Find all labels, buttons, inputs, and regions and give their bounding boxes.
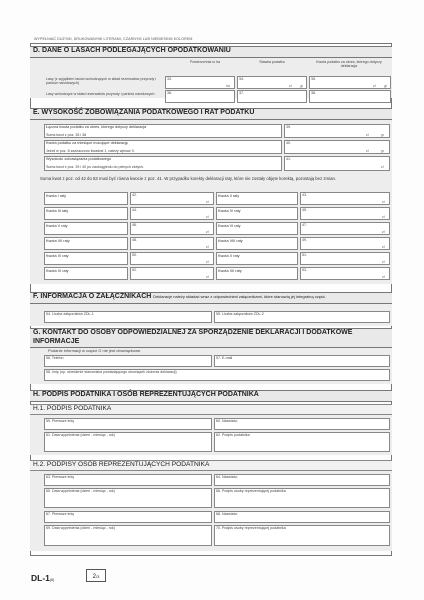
installment-amount-field[interactable] bbox=[130, 267, 214, 280]
unit-gr: gr bbox=[384, 84, 388, 88]
installment-label: Kwota XII raty bbox=[218, 269, 242, 273]
installment-amount-field[interactable] bbox=[130, 192, 214, 205]
installment-amount-field[interactable] bbox=[300, 252, 390, 265]
section-g-desc: Podanie informacji w części G nie jest obowiązkowe. bbox=[48, 348, 142, 353]
unit-gr: gr bbox=[381, 133, 385, 137]
installment-amount-field[interactable] bbox=[130, 252, 214, 265]
field-67-label: 67. Pierwsze imię bbox=[46, 512, 75, 516]
field-59-label: 59. Pierwsze imię bbox=[46, 419, 75, 423]
unit-zl: zł bbox=[381, 165, 384, 169]
field-68-label: 68. Nazwisko bbox=[216, 512, 238, 516]
installment-field-num: 42. bbox=[132, 193, 137, 197]
page-current: 2 bbox=[92, 574, 96, 580]
field-57-email[interactable] bbox=[214, 355, 390, 367]
unit-zl: zł bbox=[382, 215, 385, 219]
installment-label: Kwota III raty bbox=[46, 209, 69, 213]
form-header-note: WYPEŁNIAĆ DUŻYMI, DRUKOWANYMI LITERAMI, CZARNYM LUB NIEBIESKIM KOLOREM bbox=[34, 37, 193, 41]
field-39[interactable] bbox=[284, 124, 390, 138]
field-38[interactable] bbox=[309, 90, 391, 103]
field-62-label: 62. Podpis podatnika bbox=[216, 433, 250, 437]
reserve-row-label: Lasy wchodzące w skład rezerwatów przyrody i parków narodowych bbox=[46, 92, 155, 96]
forest-row-label: Lasy (z wyjątkiem lasów wchodzących w skład rezerwatów przyrody i parków narodowych) bbox=[46, 77, 157, 86]
installment-amount-field[interactable] bbox=[300, 267, 390, 280]
field-66-label: 66. Podpis osoby reprezentującej podatnika bbox=[216, 489, 286, 493]
installment-amount-field[interactable] bbox=[300, 192, 390, 205]
field-36-num: 36. bbox=[167, 91, 172, 95]
form-code bbox=[31, 573, 54, 583]
section-e-title: E. WYSOKOŚĆ ZOBOWIĄZANIA PODATKOWEGO I RAT PODATKU bbox=[30, 108, 392, 120]
field-37[interactable] bbox=[237, 90, 307, 103]
unit-ha: ha bbox=[226, 84, 230, 88]
field-60-surname[interactable] bbox=[214, 418, 390, 430]
field-58-label: 58. Imię (np. określenie stanowiska powiadającego obowiązek złożenia deklaracji) bbox=[46, 370, 177, 374]
col-rate-header: Stawka podatku bbox=[259, 60, 285, 64]
field-55-label: 55. Liczba załączników ZDL-2 bbox=[216, 312, 264, 316]
e-row-41-label: Wysokość zobowiązania podatkowego bbox=[46, 157, 111, 161]
unit-zl: zł bbox=[206, 200, 209, 204]
unit-zl: zł bbox=[382, 260, 385, 264]
e-row-39-label: Łączna kwota podatku za okres, którego dotyczy deklaracja bbox=[46, 125, 147, 129]
field-39-num: 39. bbox=[286, 125, 291, 129]
unit-zl: zł bbox=[206, 230, 209, 234]
installment-amount-field[interactable] bbox=[130, 237, 214, 250]
page-number bbox=[86, 569, 106, 582]
field-60-label: 60. Nazwisko bbox=[216, 419, 238, 423]
field-40[interactable] bbox=[284, 140, 390, 154]
section-f-desc: Deklaracje należy składać wraz z odpowiednimi załącznikami, które stanowią jej integralną część. bbox=[153, 294, 327, 299]
installment-field-num: 53. bbox=[302, 268, 307, 272]
field-33-num: 33. bbox=[167, 77, 172, 81]
field-68-surname[interactable] bbox=[214, 511, 390, 523]
e-row-40-label: Kwota podatku za miesiące mocojące deklarację bbox=[46, 141, 128, 145]
section-f-title bbox=[30, 292, 392, 304]
installment-amount-field[interactable] bbox=[300, 237, 390, 250]
field-35[interactable] bbox=[309, 76, 391, 89]
field-70-label: 70. Podpis osoby reprezentującej podatnika bbox=[216, 526, 286, 530]
installment-label: Kwota I raty bbox=[46, 194, 67, 198]
unit-zl: zł bbox=[382, 230, 385, 234]
unit-zl: zł bbox=[206, 215, 209, 219]
installment-field-num: 46. bbox=[132, 223, 137, 227]
installment-amount-field[interactable] bbox=[300, 207, 390, 220]
installment-field-num: 48. bbox=[132, 238, 137, 242]
field-61-label: 61. Data wypełnienia (dzień - miesiąc - rok) bbox=[46, 433, 115, 437]
installment-label: Kwota XI raty bbox=[46, 269, 69, 273]
section-g-title: G. KONTAKT DO OSOBY ODPOWIEDZIALNEJ ZA SPORZĄDZENIE DEKLARACJI I DODATKOWE INFORMACJE bbox=[30, 328, 392, 348]
field-38-num: 38. bbox=[311, 91, 316, 95]
installment-field-num: 50. bbox=[132, 253, 137, 257]
e-row-39-hint: Suma kwot z poz. 35 i 38 bbox=[46, 133, 87, 137]
field-33[interactable] bbox=[165, 76, 235, 89]
form-version: (6) bbox=[49, 578, 55, 582]
field-41-num: 41. bbox=[286, 157, 291, 161]
field-69-label: 69. Data wypełnienia (dzień - miesiąc - rok) bbox=[46, 526, 115, 530]
installment-amount-field[interactable] bbox=[130, 207, 214, 220]
col-tax-header: Kwota podatku za okres, którego dotyczy deklaracja bbox=[316, 60, 382, 69]
field-63-label: 63. Pierwsze imię bbox=[46, 475, 75, 479]
installment-field-num: 45. bbox=[302, 208, 307, 212]
unit-zl: zł bbox=[206, 260, 209, 264]
field-37-num: 37. bbox=[239, 91, 244, 95]
installment-field-num: 51. bbox=[302, 253, 307, 257]
page-total: /3 bbox=[96, 574, 100, 579]
unit-zl: zł bbox=[373, 84, 376, 88]
installment-label: Kwota X raty bbox=[218, 254, 240, 258]
installment-label: Kwota IX raty bbox=[46, 254, 69, 258]
installment-field-num: 44. bbox=[132, 208, 137, 212]
unit-gr: gr bbox=[300, 84, 304, 88]
field-57-label: 57. E-mail bbox=[216, 356, 233, 360]
unit-zl: zł bbox=[206, 245, 209, 249]
field-35-num: 35. bbox=[311, 77, 316, 81]
unit-zl: zł bbox=[289, 84, 292, 88]
field-64-surname[interactable] bbox=[214, 474, 390, 486]
field-56-phone[interactable] bbox=[44, 355, 212, 367]
field-34-num: 34. bbox=[239, 77, 244, 81]
installment-label: Kwota VIII raty bbox=[218, 239, 243, 243]
installment-field-num: 47. bbox=[302, 223, 307, 227]
e-row-41-hint: Suma kwot z poz. 39 i 40 po zaokrągleniu do pełnych złotych. bbox=[46, 165, 145, 169]
section-h-title: H. PODPIS PODATNIKA I OSÓB REPREZENTUJĄCYCH PODATNIKA bbox=[30, 390, 392, 402]
field-41[interactable] bbox=[284, 156, 390, 171]
field-64-label: 64. Nazwisko bbox=[216, 475, 238, 479]
installment-label: Kwota V raty bbox=[46, 224, 68, 228]
field-65-label: 65. Data wypełnienia (dzień - miesiąc - rok) bbox=[46, 489, 115, 493]
unit-zl: zł bbox=[382, 245, 385, 249]
unit-zl: zł bbox=[366, 133, 369, 137]
field-54-label: 54. Liczba załączników ZDL-1 bbox=[46, 312, 94, 316]
installment-field-num: 49. bbox=[302, 238, 307, 242]
installment-label: Kwota VII raty bbox=[46, 239, 70, 243]
e-installments-note: Suma kwot z poz. od 42 do 53 musi być równa kwocie z poz. 41. W przypadku korekty deklaracji raty, które nie zostały objęte korektą, pozostają bez zmian. bbox=[40, 176, 337, 181]
installment-label: Kwota IV raty bbox=[218, 209, 241, 213]
section-h2-title: H.2. PODPISY OSÓB REPREZENTUJĄCYCH PODATNIKA bbox=[30, 460, 392, 471]
section-d-title: D. DANE O LASACH PODLEGAJĄCYCH OPODATKOWANIU bbox=[30, 46, 392, 58]
installment-amount-field[interactable] bbox=[130, 222, 214, 235]
form-code-text: DL-1 bbox=[31, 573, 50, 583]
installment-label: Kwota II raty bbox=[218, 194, 240, 198]
col-area-header: Powierzchnia w ha bbox=[190, 60, 220, 64]
unit-zl: zł bbox=[382, 275, 385, 279]
e-row-40-hint: Jeżeli w poz. 8 zaznaczono kwadrat 1, należy wpisać 0. bbox=[46, 149, 135, 153]
field-56-label: 56. Telefon bbox=[46, 356, 64, 360]
installment-amount-field[interactable] bbox=[300, 222, 390, 235]
installment-label: Kwota VI raty bbox=[218, 224, 241, 228]
unit-zl: zł bbox=[382, 200, 385, 204]
section-f-heading: F. INFORMACJA O ZAŁĄCZNIKACH bbox=[33, 293, 152, 300]
installment-field-num: 43. bbox=[302, 193, 307, 197]
unit-zl: zł bbox=[366, 149, 369, 153]
field-36[interactable] bbox=[165, 90, 235, 103]
field-40-num: 40. bbox=[286, 141, 291, 145]
field-34[interactable] bbox=[237, 76, 307, 89]
section-h1-title: H.1. PODPIS PODATNIKA bbox=[30, 404, 392, 415]
unit-gr: gr bbox=[381, 149, 385, 153]
unit-zl: zł bbox=[206, 275, 209, 279]
installment-field-num: 52. bbox=[132, 268, 137, 272]
